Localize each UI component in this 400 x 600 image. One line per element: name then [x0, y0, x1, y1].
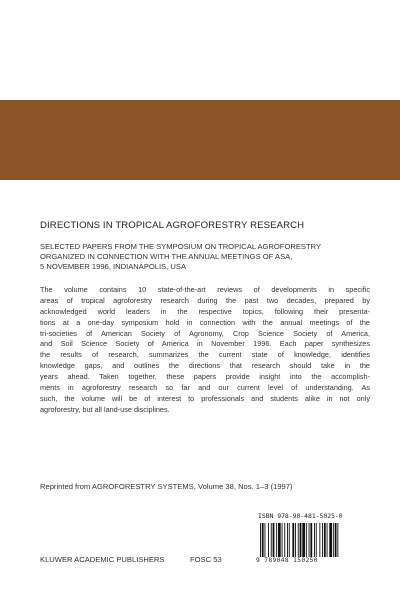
- barcode-bar: [295, 523, 296, 557]
- isbn-label: ISBN 978-90-481-5025-0: [258, 512, 343, 520]
- subtitle-line: ORGANIZED IN CONNECTION WITH THE ANNUAL MEETINGS OF ASA,: [40, 252, 293, 261]
- description-line: agroforestry, but all land-use disciplines.: [40, 404, 170, 414]
- barcode-bar: [292, 523, 294, 557]
- barcode-bar: [306, 523, 307, 557]
- book-title: DIRECTIONS IN TROPICAL AGROFORESTRY RESEARCH: [40, 220, 305, 231]
- description-line: tions at a one-day symposium hold in connection with the annual meetings of the: [40, 317, 370, 327]
- barcode-bar: [268, 523, 269, 557]
- barcode-bar: [333, 523, 334, 557]
- description-line: and Soil Science Society of America in November 1996. Each paper synthesizes: [40, 339, 370, 349]
- subtitle-line: 5 NOVEMBER 1996, INDIANAPOLIS, USA: [40, 262, 187, 271]
- publisher-name: KLUWER ACADEMIC PUBLISHERS: [40, 555, 165, 564]
- description-line: tri-societies of American Society of Agronomy, Crop Science Society of America,: [40, 328, 370, 338]
- description-line: The volume contains 10 state-of-the-art reviews of developments in specific: [40, 285, 370, 294]
- description-line: years ahead. Taken together, these papers provide insight into the accomplish-: [40, 372, 370, 382]
- barcode-bar: [282, 523, 283, 557]
- barcode-bar: [335, 523, 337, 557]
- barcode-bar: [278, 523, 281, 557]
- barcode-bar: [329, 523, 332, 557]
- isbn-number: 9 789048 150250: [256, 557, 318, 564]
- barcode-bar: [300, 523, 302, 557]
- barcode-bar: [324, 523, 326, 557]
- description-line: ments in agroforestry research so far and our current level of understanding. As: [40, 383, 370, 393]
- description-line: acknowledged world leaders in the respective topics, following their presenta-: [40, 306, 370, 316]
- book-subtitle: [40, 242, 370, 272]
- description-paragraph: [40, 285, 370, 416]
- barcode-bar: [309, 523, 310, 557]
- barcode-bar: [289, 523, 290, 557]
- description-line: the results of research, summarizes the current state of knowledge, identifies: [40, 350, 370, 360]
- barcode-bar: [260, 523, 261, 557]
- reprint-note: Reprinted from AGROFORESTRY SYSTEMS, Volume 38, Nos. 1–3 (1997): [40, 482, 293, 491]
- barcode-bar: [273, 523, 275, 557]
- barcode-bar: [314, 523, 315, 557]
- barcode-bar: [276, 523, 277, 557]
- barcode-bar: [298, 523, 299, 557]
- subtitle-line: SELECTED PAPERS FROM THE SYMPOSIUM ON TROPICAL AGROFORESTRY: [40, 242, 322, 251]
- barcode-bar: [322, 523, 323, 557]
- description-line: knowledge gaps, and outlines the directions that research should take in the: [40, 361, 370, 371]
- barcode-bar: [316, 523, 317, 557]
- barcode-bar: [265, 523, 266, 557]
- description-line: areas of tropical agroforestry research during the past two decades, prepared by: [40, 295, 370, 305]
- series-code: FOSC 53: [190, 555, 222, 564]
- barcode-bar: [319, 523, 320, 557]
- barcode-bar: [271, 523, 272, 557]
- barcode-icon: [258, 523, 370, 557]
- barcode-bar: [310, 523, 312, 557]
- cover-color-band: [0, 100, 400, 180]
- barcode-bar: [262, 523, 264, 557]
- barcode-bar: [302, 523, 305, 557]
- barcode-bar: [337, 523, 338, 557]
- description-line: such, the volume will be of interest to professionals and students alike in not only: [40, 393, 370, 403]
- barcode-bar: [287, 523, 288, 557]
- barcode-bar: [327, 523, 328, 557]
- barcode-bar: [284, 523, 285, 557]
